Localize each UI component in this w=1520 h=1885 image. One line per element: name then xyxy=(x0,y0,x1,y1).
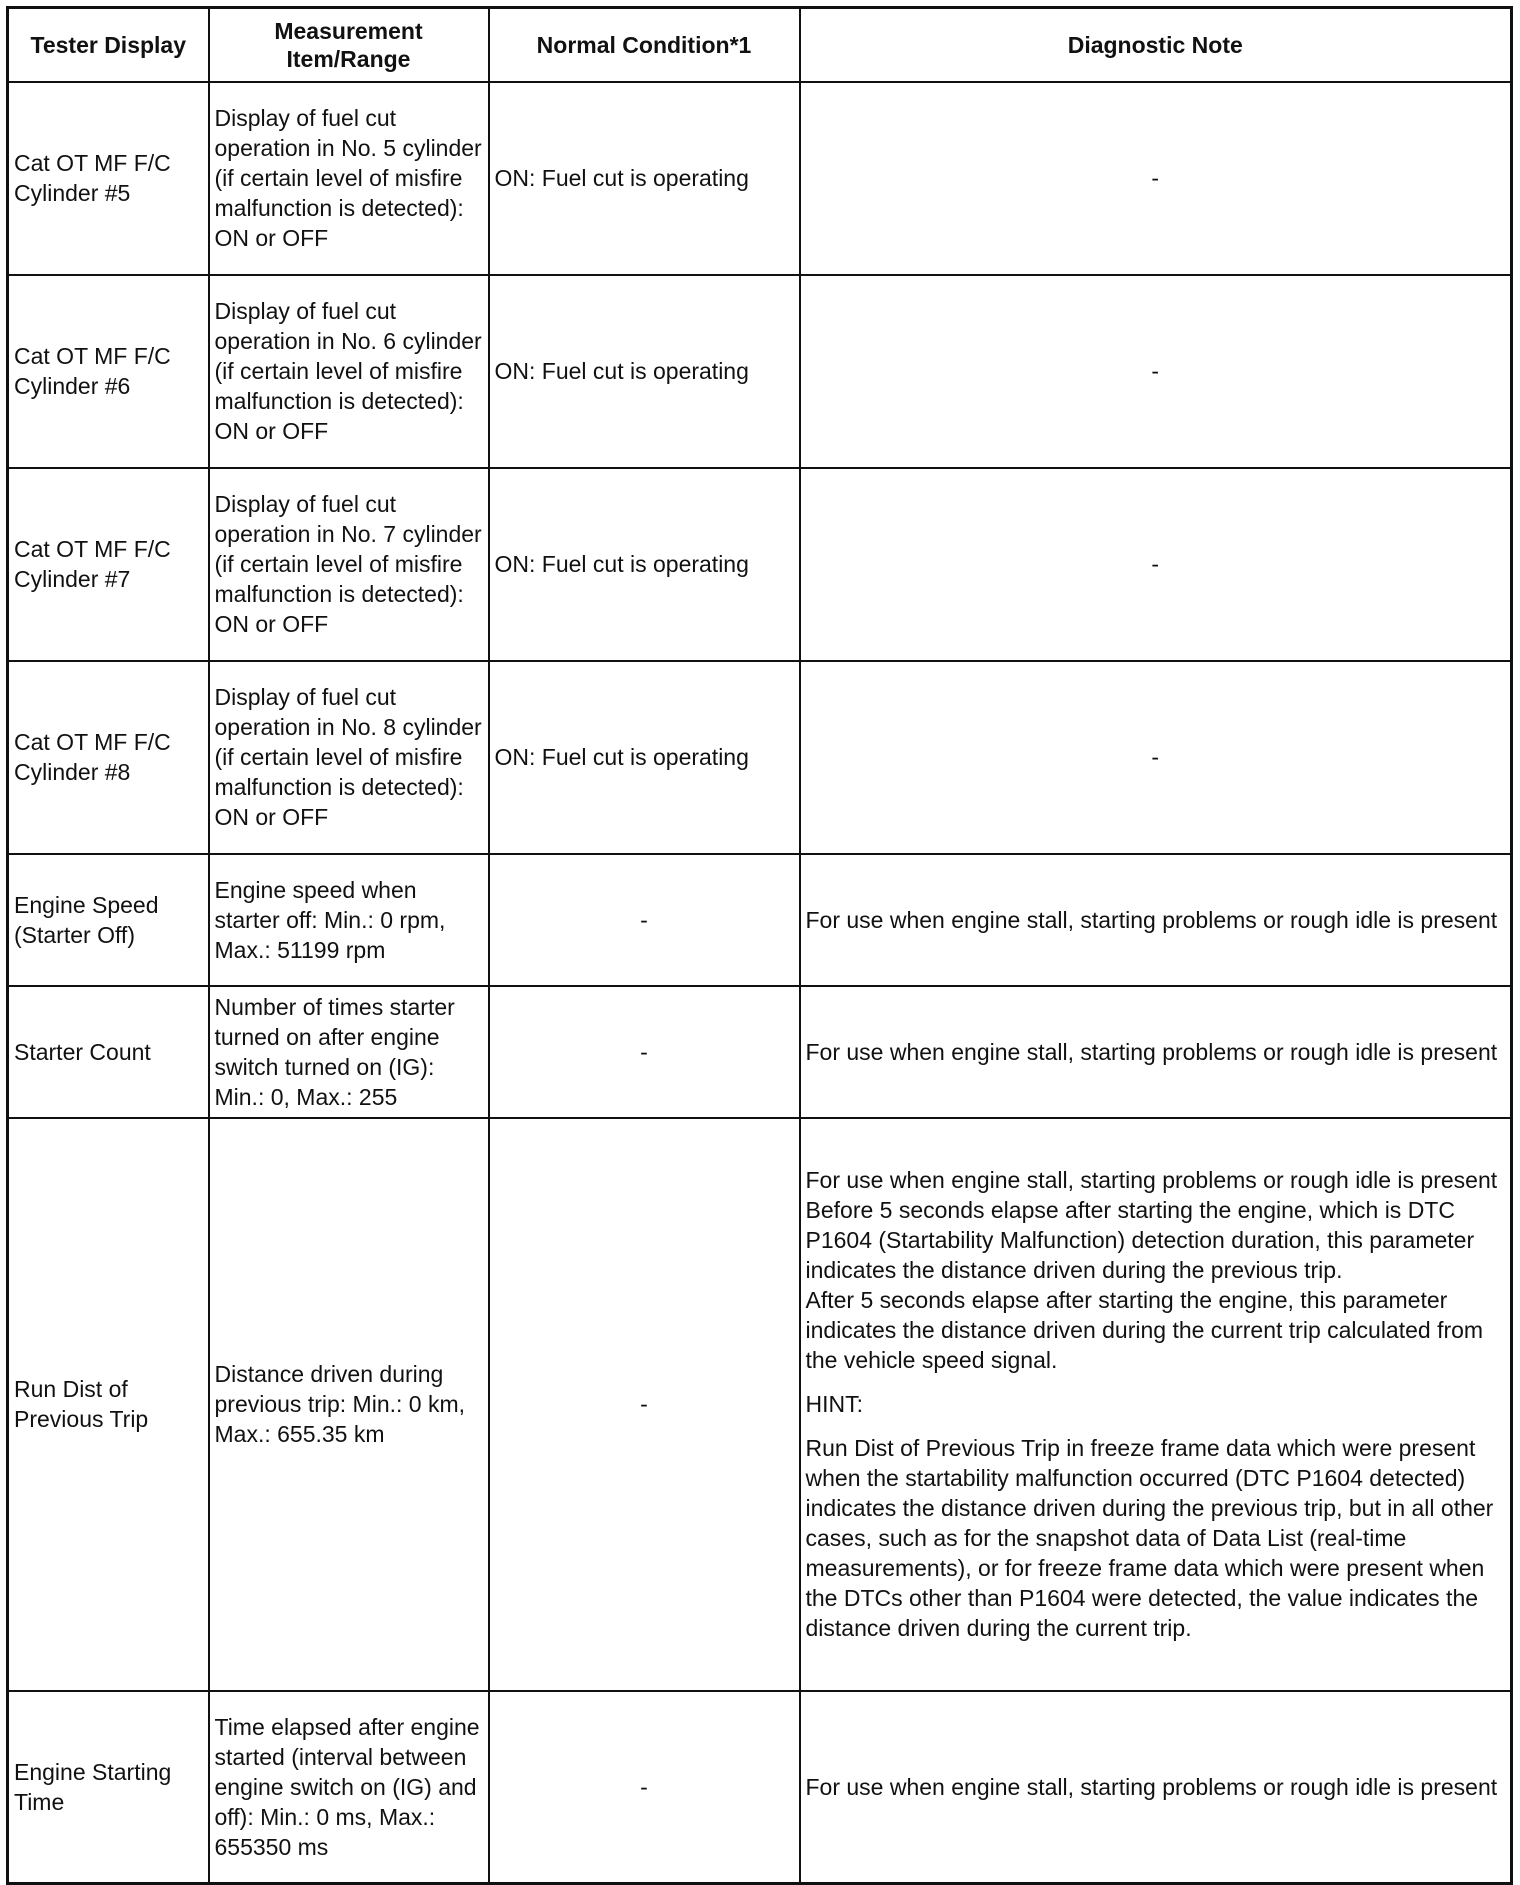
measurement-cell: Display of fuel cut operation in No. 7 cylinder (if certain level of misfire malfunction is detected): ON or OFF xyxy=(209,468,489,661)
diagnostic-note-cell: - xyxy=(800,661,1512,854)
tester-display-cell: Engine Starting Time xyxy=(8,1691,209,1884)
diagnostic-note-paragraph: Before 5 seconds elapse after starting the engine, which is DTC P1604 (Startability Malfunction) detection duration, this parameter indicates the distance driven during the previous trip. xyxy=(805,1197,1475,1283)
table-row xyxy=(8,986,1512,1118)
diagnostic-note-cell: For use when engine stall, starting problems or rough idle is present xyxy=(800,854,1512,986)
diagnostic-note-cell xyxy=(800,1118,1512,1691)
diagnostic-note-cell: - xyxy=(800,82,1512,275)
diagnostic-note-paragraph: After 5 seconds elapse after starting the engine, this parameter indicates the distance driven during the current trip calculated from the vehicle speed signal. xyxy=(805,1287,1484,1373)
tester-display-cell: Starter Count xyxy=(8,986,209,1118)
diagnostic-note-paragraph: For use when engine stall, starting problems or rough idle is present xyxy=(805,1167,1498,1193)
tester-display-cell: Engine Speed (Starter Off) xyxy=(8,854,209,986)
tester-display-cell: Cat OT MF F/C Cylinder #7 xyxy=(8,468,209,661)
table-row xyxy=(8,82,1512,275)
tester-display-cell: Cat OT MF F/C Cylinder #8 xyxy=(8,661,209,854)
table-row xyxy=(8,661,1512,854)
tester-display-cell: Cat OT MF F/C Cylinder #5 xyxy=(8,82,209,275)
normal-condition-cell: - xyxy=(489,854,800,986)
measurement-cell: Time elapsed after engine started (interval between engine switch on (IG) and off): Min.: 0 ms, Max.: 655350 ms xyxy=(209,1691,489,1884)
diagnostic-note-cell: - xyxy=(800,275,1512,468)
normal-condition-cell: ON: Fuel cut is operating xyxy=(489,661,800,854)
normal-condition-cell: - xyxy=(489,986,800,1118)
normal-condition-cell: - xyxy=(489,1118,800,1691)
diagnostic-note-cell: - xyxy=(800,468,1512,661)
table-row xyxy=(8,468,1512,661)
hint-label: HINT: xyxy=(805,1391,863,1417)
header-tester-display: Tester Display xyxy=(8,8,209,82)
data-list-table xyxy=(6,6,1513,1885)
tester-display-cell: Run Dist of Previous Trip xyxy=(8,1118,209,1691)
measurement-cell: Display of fuel cut operation in No. 5 cylinder (if certain level of misfire malfunction is detected): ON or OFF xyxy=(209,82,489,275)
normal-condition-cell: ON: Fuel cut is operating xyxy=(489,468,800,661)
table-row xyxy=(8,1691,1512,1884)
normal-condition-cell: ON: Fuel cut is operating xyxy=(489,275,800,468)
measurement-cell: Display of fuel cut operation in No. 8 cylinder (if certain level of misfire malfunction is detected): ON or OFF xyxy=(209,661,489,854)
table-row xyxy=(8,1118,1512,1691)
measurement-cell: Engine speed when starter off: Min.: 0 rpm, Max.: 51199 rpm xyxy=(209,854,489,986)
normal-condition-cell: - xyxy=(489,1691,800,1884)
diagnostic-note-cell: For use when engine stall, starting problems or rough idle is present xyxy=(800,1691,1512,1884)
measurement-cell: Number of times starter turned on after engine switch turned on (IG): Min.: 0, Max.: 255 xyxy=(209,986,489,1118)
measurement-cell: Display of fuel cut operation in No. 6 cylinder (if certain level of misfire malfunction is detected): ON or OFF xyxy=(209,275,489,468)
header-normal-condition: Normal Condition*1 xyxy=(489,8,800,82)
measurement-cell: Distance driven during previous trip: Min.: 0 km, Max.: 655.35 km xyxy=(209,1118,489,1691)
tester-display-cell: Cat OT MF F/C Cylinder #6 xyxy=(8,275,209,468)
table-row xyxy=(8,275,1512,468)
table-row xyxy=(8,854,1512,986)
table-header-row xyxy=(8,8,1512,82)
header-measurement-item-range: Measurement Item/Range xyxy=(209,8,489,82)
hint-text: Run Dist of Previous Trip in freeze frame data which were present when the startability malfunction occurred (DTC P1604 detected) indicates the distance driven during the previous trip, but in all other cases, such as for the snapshot data of Data List (real-time measurements), or for freeze frame data which were present when the DTCs other than P1604 were detected, the value indicates the distance driven during the current trip. xyxy=(805,1435,1494,1641)
normal-condition-cell: ON: Fuel cut is operating xyxy=(489,82,800,275)
header-diagnostic-note: Diagnostic Note xyxy=(800,8,1512,82)
diagnostic-note-cell: For use when engine stall, starting problems or rough idle is present xyxy=(800,986,1512,1118)
